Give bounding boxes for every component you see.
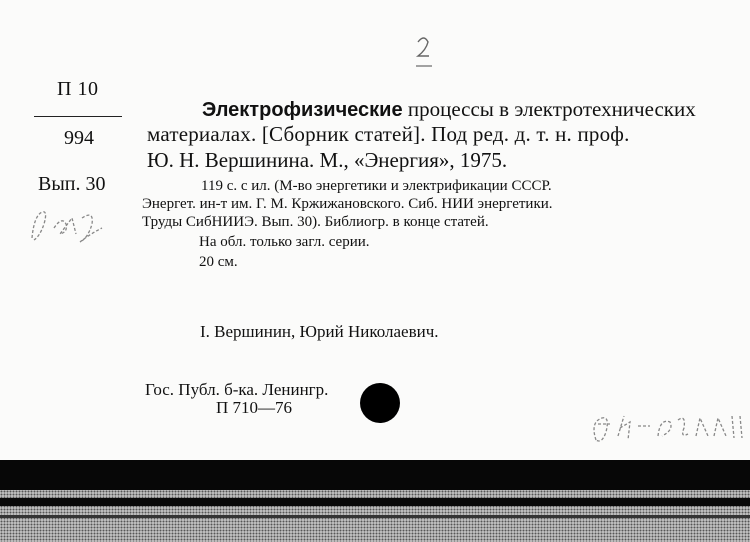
title-line1 xyxy=(202,97,696,122)
description-line1: 119 с. с ил. (М-во энергетики и электрификации СССР. xyxy=(201,178,552,194)
title-rest: процессы в электротехнических xyxy=(402,97,696,121)
handwritten-mark-top xyxy=(410,32,436,72)
scan-band-line-thin xyxy=(0,515,750,518)
description-line5: 20 см. xyxy=(199,254,238,270)
description-line4: На обл. только загл. серии. xyxy=(199,234,370,250)
scan-band-line xyxy=(0,498,750,506)
call-number-line1: П 10 xyxy=(57,78,99,100)
author-tracing: I. Вершинин, Юрий Николаевич. xyxy=(200,322,439,341)
scan-band-black xyxy=(0,460,750,490)
title-line2: материалах. [Сборник статей]. Под ред. д. т. н. проф. xyxy=(147,122,630,146)
title-line3: Ю. Н. Вершинина. М., «Энергия», 1975. xyxy=(147,148,508,172)
call-number-line3: Вып. 30 xyxy=(38,173,106,195)
punch-hole xyxy=(360,383,400,423)
title-bold-word: Электрофизические xyxy=(202,99,403,121)
description-line2: Энергет. ин-т им. Г. М. Кржижановского. Сиб. НИИ энергетики. xyxy=(142,196,553,212)
handwritten-mark-left xyxy=(28,198,112,248)
handwritten-mark-right xyxy=(588,400,748,450)
description-line3: Труды СибНИИЭ. Вып. 30). Библиогр. в конце статей. xyxy=(142,214,489,230)
call-number-line2: 994 xyxy=(64,127,94,149)
library-line1: Гос. Публ. б-ка. Ленингр. xyxy=(145,380,329,399)
library-line2: П 710—76 xyxy=(216,398,293,417)
call-number-divider xyxy=(34,116,122,117)
